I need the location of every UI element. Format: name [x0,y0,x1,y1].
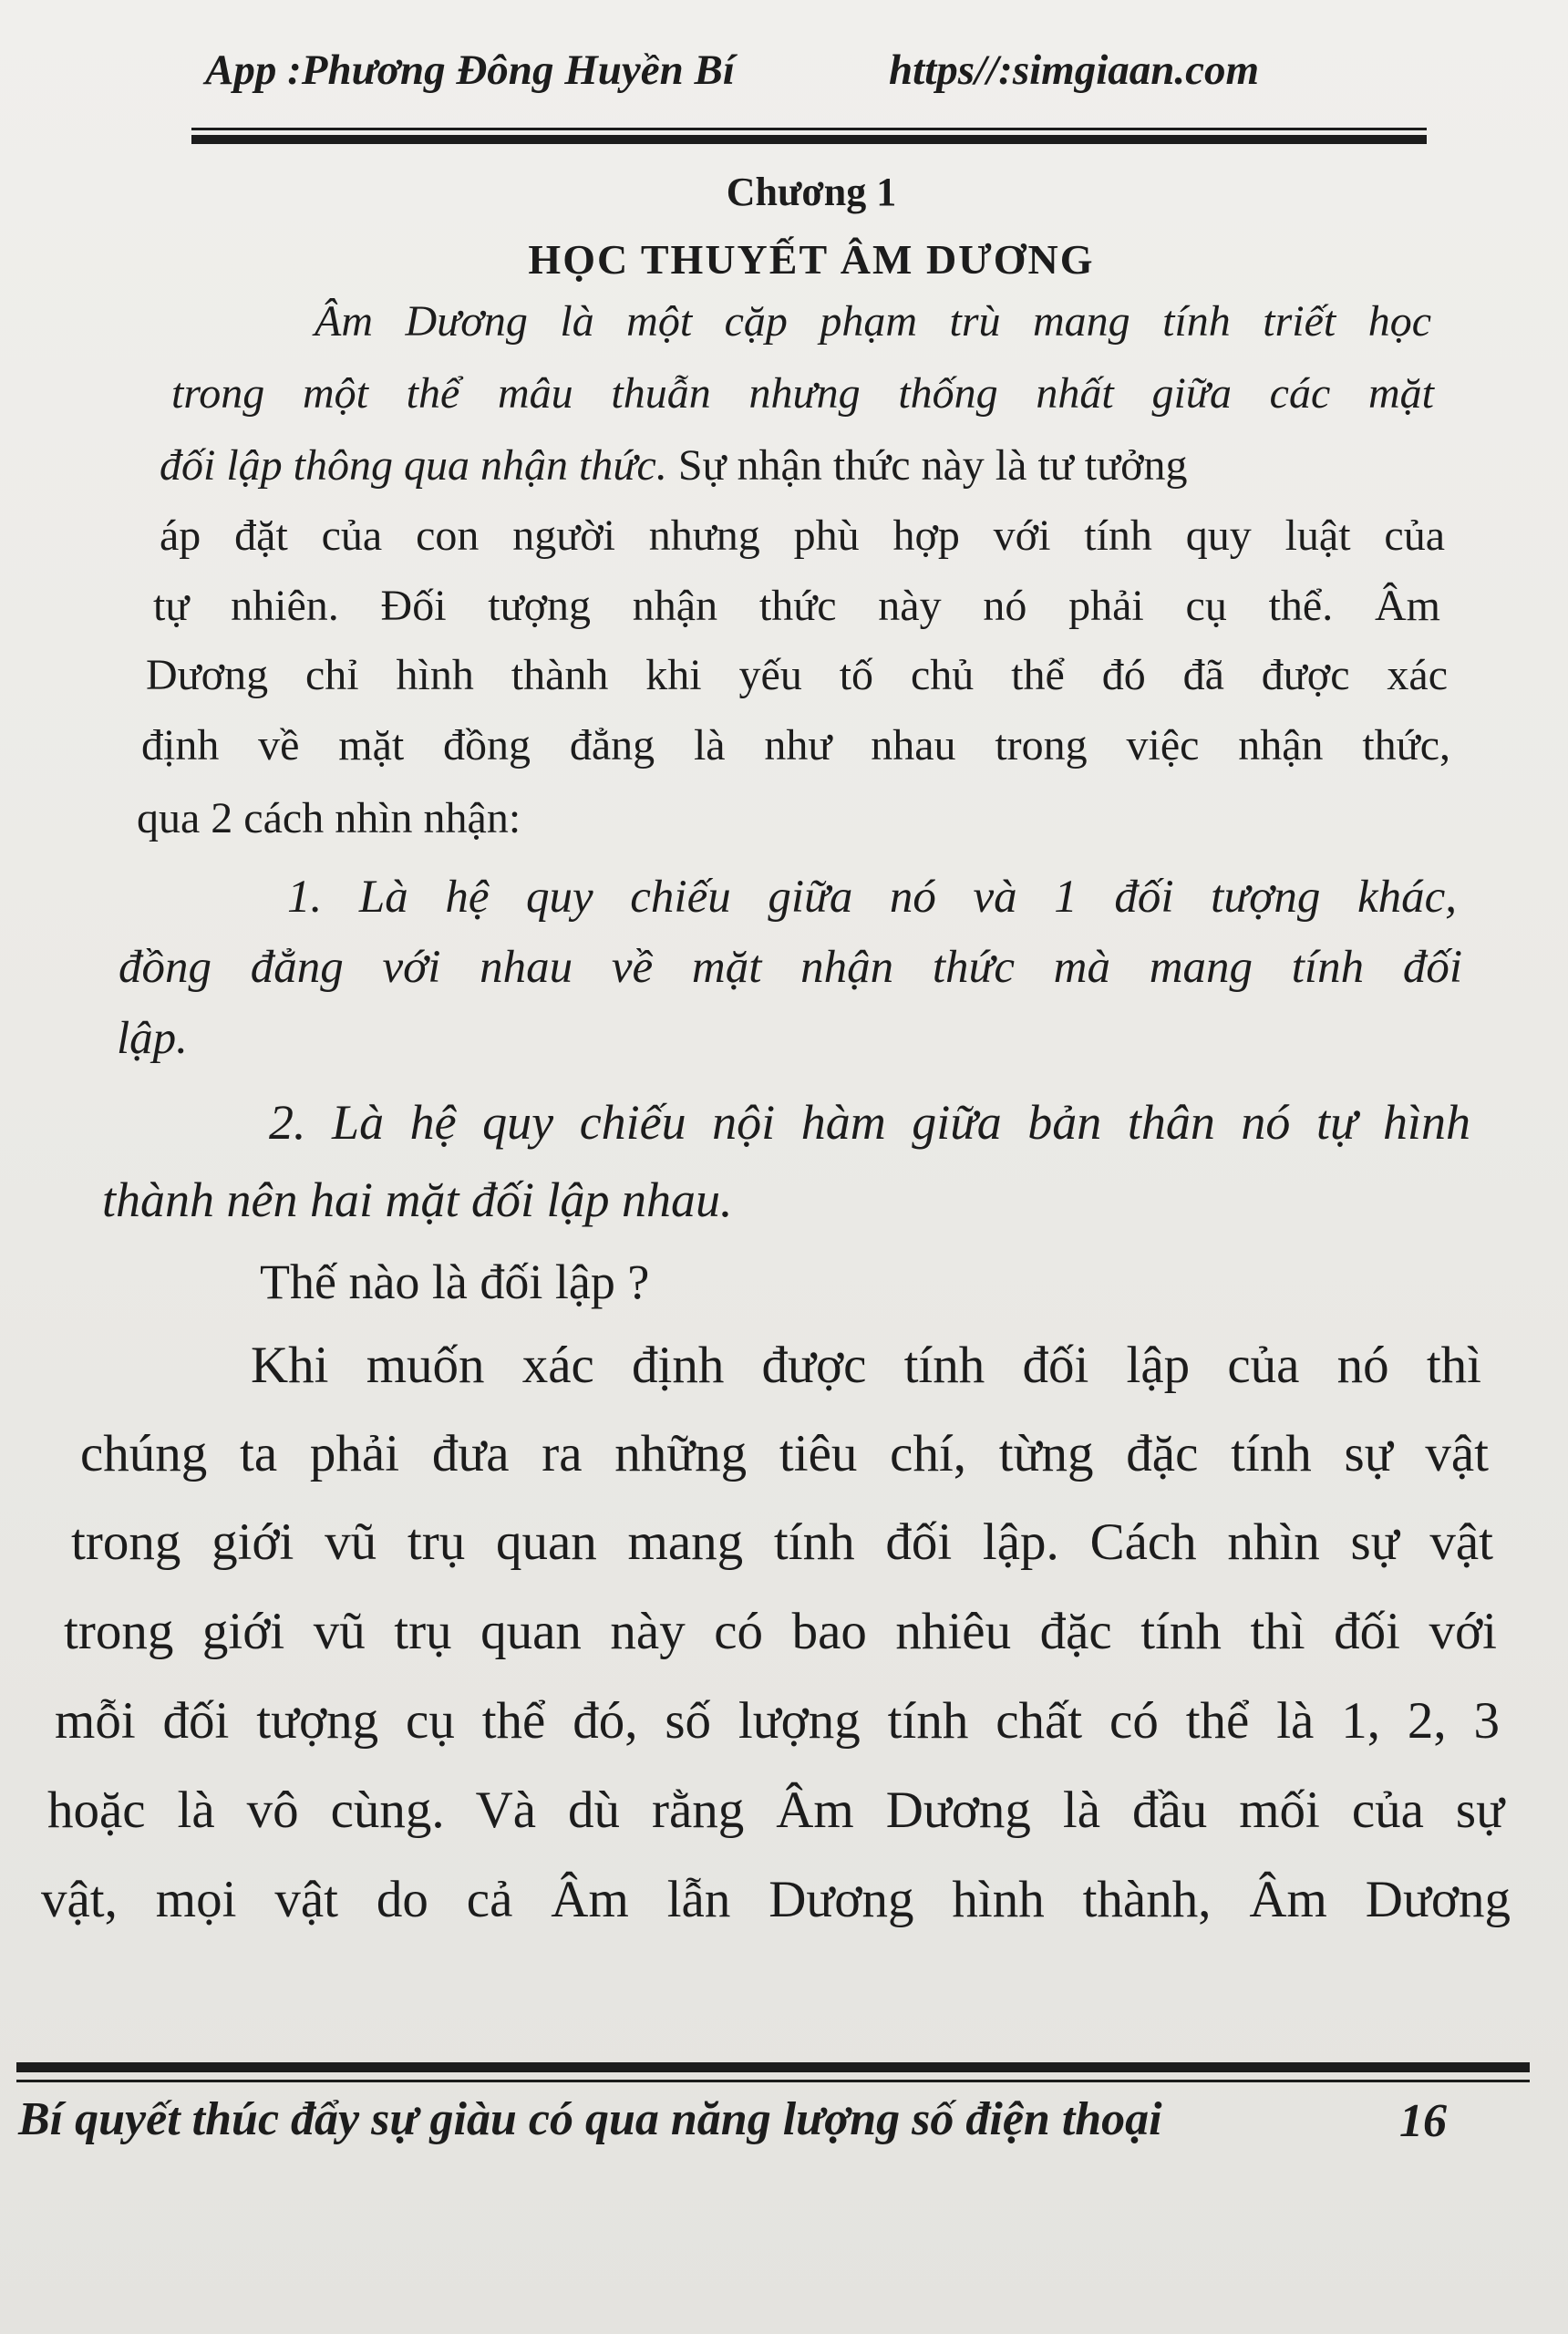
body-line: Âm Dương là một cặp phạm trù mang tính triết học [315,297,1431,346]
body-line [160,440,1440,491]
body-line-roman: Sự nhận thức này là tư tưởng [666,441,1188,490]
header-rule [191,128,1427,130]
body-line: định về mặt đồng đẳng là như nhau trong việc nhận thức, [141,721,1450,769]
header-rule-thick [191,135,1427,144]
body-line: chúng ta phải đưa ra những tiêu chí, từng đặc tính sự vật [80,1425,1489,1482]
body-line: đồng đẳng với nhau về mặt nhận thức mà mang tính đối [119,942,1462,993]
footer-rule-thick [16,2062,1530,2072]
chapter-title: HỌC THUYẾT ÂM DƯƠNG [528,236,1095,283]
header-url: https//:simgiaan.com [889,46,1260,94]
body-line: qua 2 cách nhìn nhận: [137,794,521,842]
footer-book-title: Bí quyết thúc đẩy sự giàu có qua năng lượng số điện thoại [18,2093,1162,2145]
body-line: Thế nào là đối lập ? [260,1255,650,1309]
body-line: áp đặt của con người nhưng phù hợp với tính quy luật của [160,511,1445,560]
body-line: Dương chỉ hình thành khi yếu tố chủ thể đó đã được xác [146,651,1448,699]
body-line: vật, mọi vật do cả Âm lẫn Dương hình thành, Âm Dương [41,1871,1511,1928]
body-line: tự nhiên. Đối tượng nhận thức này nó phải cụ thể. Âm [153,582,1440,630]
body-line: Khi muốn xác định được tính đối lập của nó thì [251,1337,1481,1394]
footer-rule [16,2080,1530,2082]
header-app-label: App :Phương Đông Huyền Bí [205,46,735,94]
page-header [191,36,1427,119]
body-line: 2. Là hệ quy chiếu nội hàm giữa bản thân nó tự hình [269,1095,1470,1150]
body-line: hoặc là vô cùng. Và dù rằng Âm Dương là đầu mối của sự [47,1781,1504,1839]
body-line: 1. Là hệ quy chiếu giữa nó và 1 đối tượng khác, [287,872,1457,923]
body-line: trong giới vũ trụ quan mang tính đối lập. Cách nhìn sự vật [71,1513,1493,1571]
body-line: thành nên hai mặt đối lập nhau. [102,1172,733,1227]
body-line: trong một thể mâu thuẫn nhưng thống nhất giữa các mặt [171,369,1434,418]
body-line: trong giới vũ trụ quan này có bao nhiêu đặc tính thì đối với [64,1603,1497,1660]
body-line-italic: đối lập thông qua nhận thức. [160,441,667,490]
body-line: lập. [117,1013,188,1064]
chapter-number: Chương 1 [726,170,897,214]
body-line: mỗi đối tượng cụ thể đó, số lượng tính chất có thể là 1, 2, 3 [55,1692,1500,1750]
page-number: 16 [1399,2095,1447,2147]
